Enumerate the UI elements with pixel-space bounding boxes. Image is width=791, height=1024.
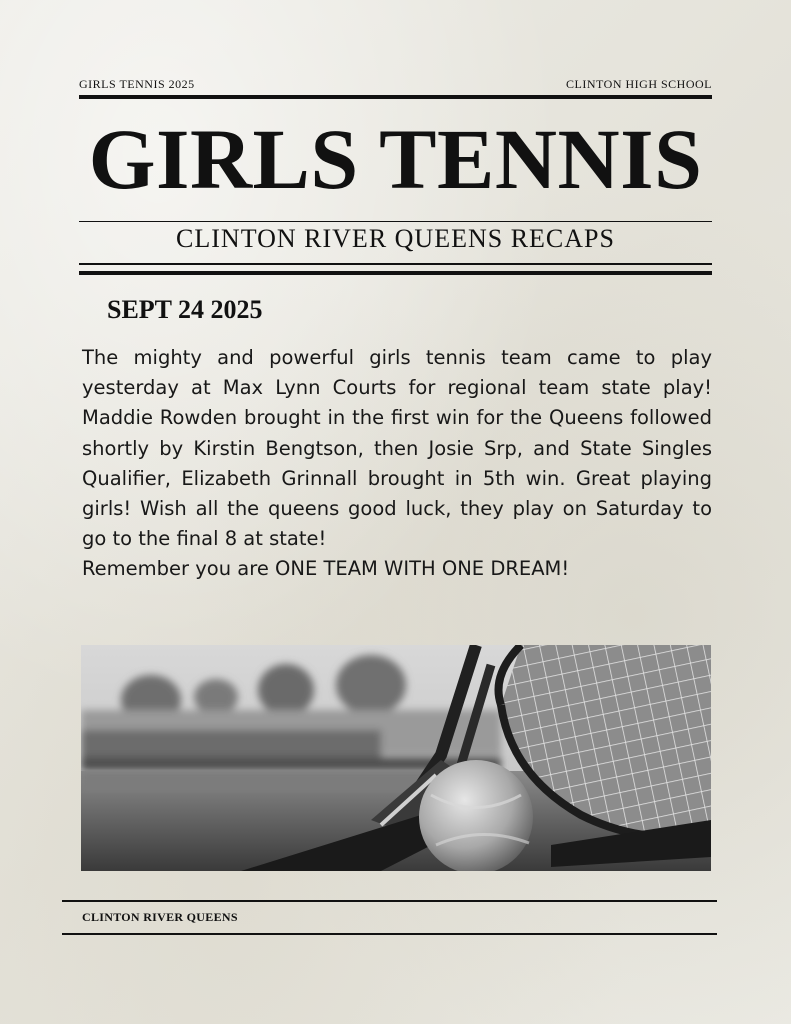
- article-date: SEPT 24 2025: [107, 295, 263, 324]
- article-closing-line: Remember you are ONE TEAM WITH ONE DREAM!: [82, 557, 570, 581]
- header-top-right-label: CLINTON HIGH SCHOOL: [566, 77, 712, 91]
- tennis-racket-and-ball-photo: [81, 645, 711, 871]
- masthead-subtitle: CLINTON RIVER QUEENS RECAPS: [176, 224, 615, 253]
- header-top-left-label: GIRLS TENNIS 2025: [79, 77, 195, 91]
- header-top-rule: [79, 95, 712, 99]
- footer-top-rule: [62, 900, 717, 902]
- footer-label: CLINTON RIVER QUEENS: [82, 910, 238, 924]
- subtitle-rule-upper: [79, 263, 712, 265]
- masthead-divider: [79, 221, 712, 222]
- article-body: [82, 343, 712, 585]
- footer-bottom-rule: [62, 933, 717, 935]
- subtitle-rule-lower: [79, 271, 712, 275]
- masthead-title: GIRLS TENNIS: [88, 111, 703, 207]
- article-paragraph: The mighty and powerful girls tennis team came to play yesterday at Max Lynn Courts for regional team state play! Maddie Rowden brought in the first win for the Queens followed shortly by Kirstin Bengtson, then Josie Srp, and State Singles Qualifier, Elizabeth Grinnall brought in 5th win. Great playing girls! Wish all the queens good luck, they play on Saturday to go to the final 8 at state!: [82, 346, 712, 551]
